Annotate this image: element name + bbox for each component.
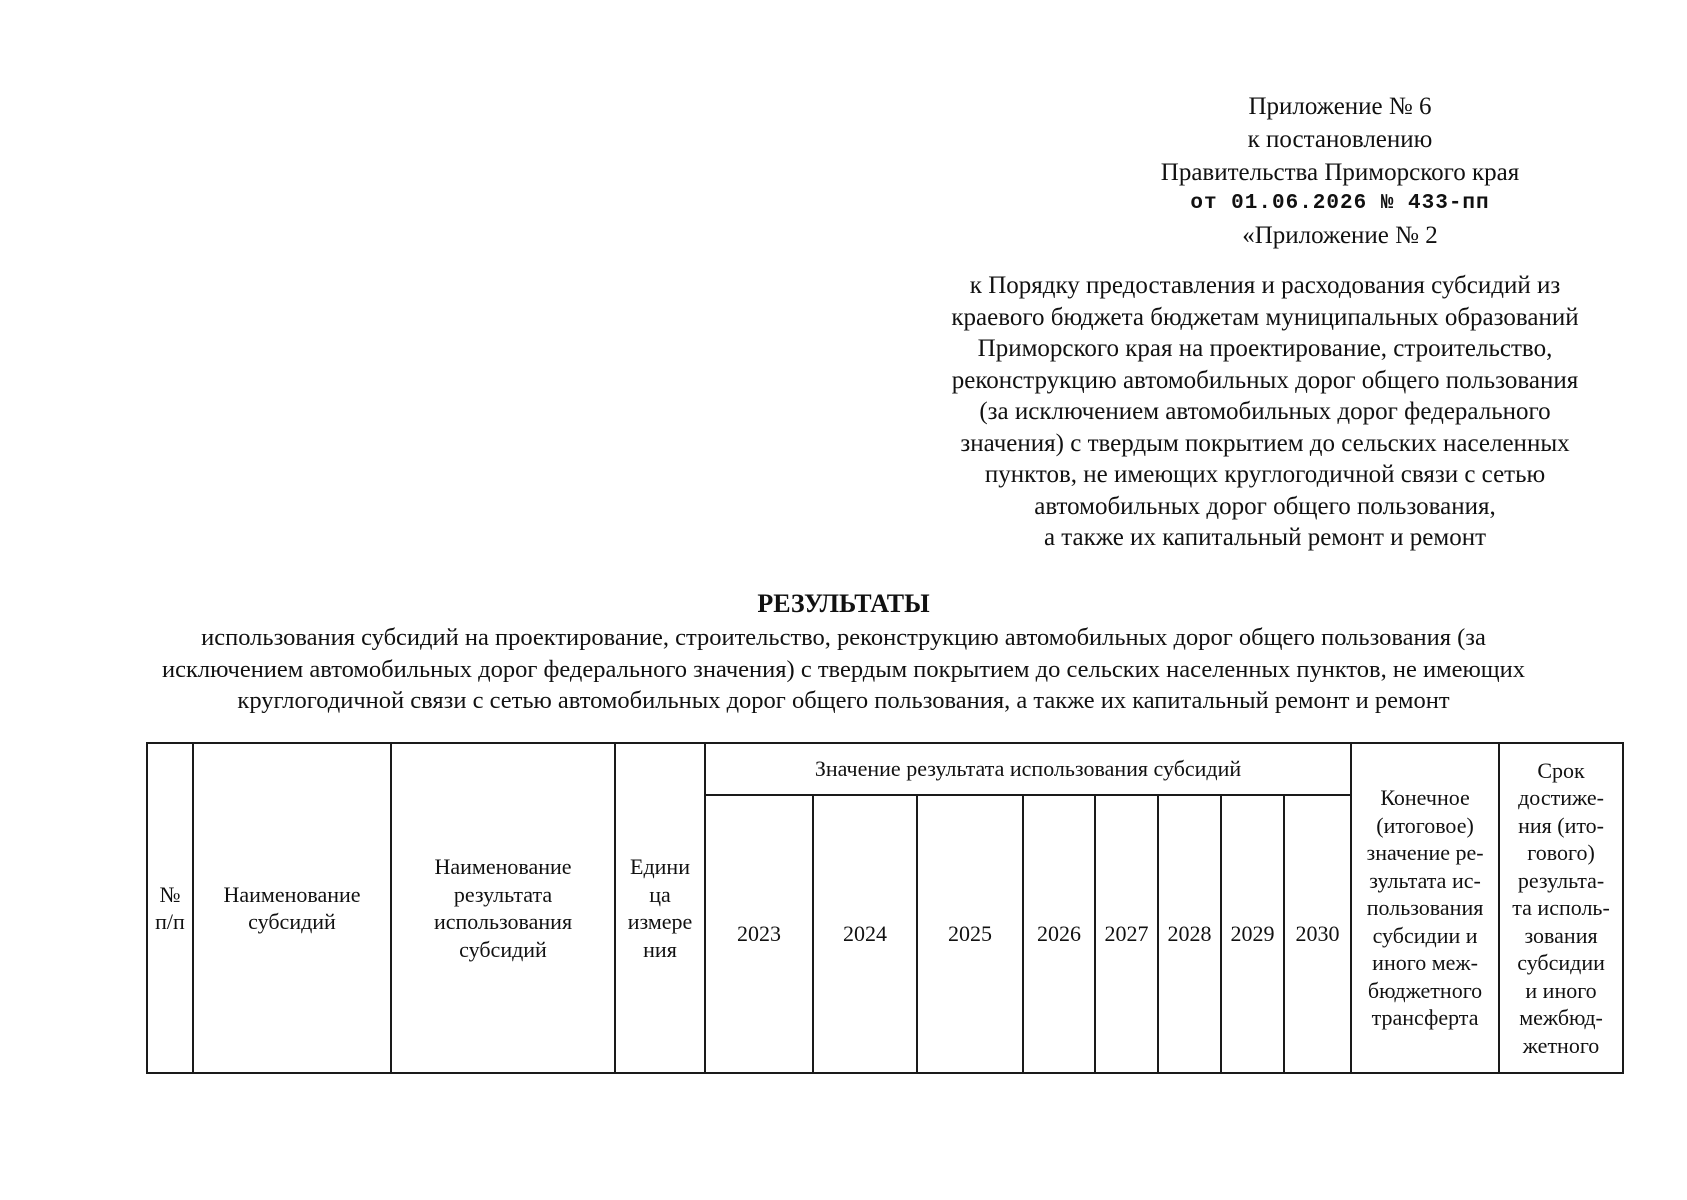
header-year-2030: 2030: [1284, 795, 1351, 1073]
header-year-2028: 2028: [1158, 795, 1221, 1073]
appendix-inner-number: «Приложение № 2: [1242, 222, 1438, 249]
header-subsidy-name: Наименование субсидий: [193, 743, 391, 1073]
header-year-2027: 2027: [1095, 795, 1158, 1073]
order-line: реконструкцию автомобильных дорог общего пользования: [951, 366, 1579, 394]
document-subtitle: [0, 622, 1687, 717]
header-year-2026: 2026: [1023, 795, 1095, 1073]
subtitle-line: использования субсидий на проектирование, строительство, реконструкцию автомобильных дорог общего пользования (за: [201, 624, 1486, 651]
header-year-2024: 2024: [813, 795, 917, 1073]
header-deadline: Срок достиже- ния (ито- гового) результа- та исполь- зования субсидии и иного межбюд- жетного: [1499, 743, 1623, 1073]
table-header-row-1: [147, 743, 1623, 795]
order-line: (за исключением автомобильных дорог федерального: [979, 398, 1551, 425]
order-line: значения) с твердым покрытием до сельских населенных: [960, 429, 1570, 457]
document-title: РЕЗУЛЬТАТЫ: [757, 589, 930, 618]
order-line: краевого бюджета бюджетам муниципальных образований: [951, 303, 1579, 331]
appendix-header: [1010, 90, 1670, 252]
order-reference: [870, 270, 1660, 554]
order-line: автомобильных дорог общего пользования,: [1034, 492, 1496, 520]
results-table: [146, 742, 1624, 1074]
order-line: пунктов, не имеющих круглогодичной связи с сетью: [984, 461, 1546, 488]
header-unit: Едини ца измере ния: [615, 743, 705, 1073]
header-number: № п/п: [147, 743, 193, 1073]
appendix-to-resolution: к постановлению: [1247, 126, 1433, 153]
order-line: а также их капитальный ремонт и ремонт: [1043, 524, 1487, 551]
subtitle-line: круглогодичной связи с сетью автомобильных дорог общего пользования, а также их капитальный ремонт и ремонт: [237, 687, 1450, 714]
header-year-2029: 2029: [1221, 795, 1284, 1073]
header-result-name: Наименование результата использования субсидий: [391, 743, 615, 1073]
header-year-2025: 2025: [917, 795, 1023, 1073]
order-line: Приморского края на проектирование, строительство,: [977, 335, 1553, 362]
subtitle-line: исключением автомобильных дорог федерального значения) с твердым покрытием до сельских населенных пунктов, не имеющих: [162, 655, 1525, 683]
appendix-number: Приложение № 6: [1248, 93, 1432, 120]
resolution-date-number: от 01.06.2026 № 433-пп: [1190, 192, 1490, 215]
header-year-2023: 2023: [705, 795, 813, 1073]
order-line: к Порядку предоставления и расходования субсидий из: [969, 272, 1561, 299]
header-final-value: Конечное (итоговое) значение ре- зультата ис- пользования субсидии и иного меж- бюджетного трансферта: [1351, 743, 1499, 1073]
header-result-values-group: Значение результата использования субсидий: [705, 743, 1351, 795]
appendix-government: Правительства Приморского края: [1160, 159, 1520, 186]
